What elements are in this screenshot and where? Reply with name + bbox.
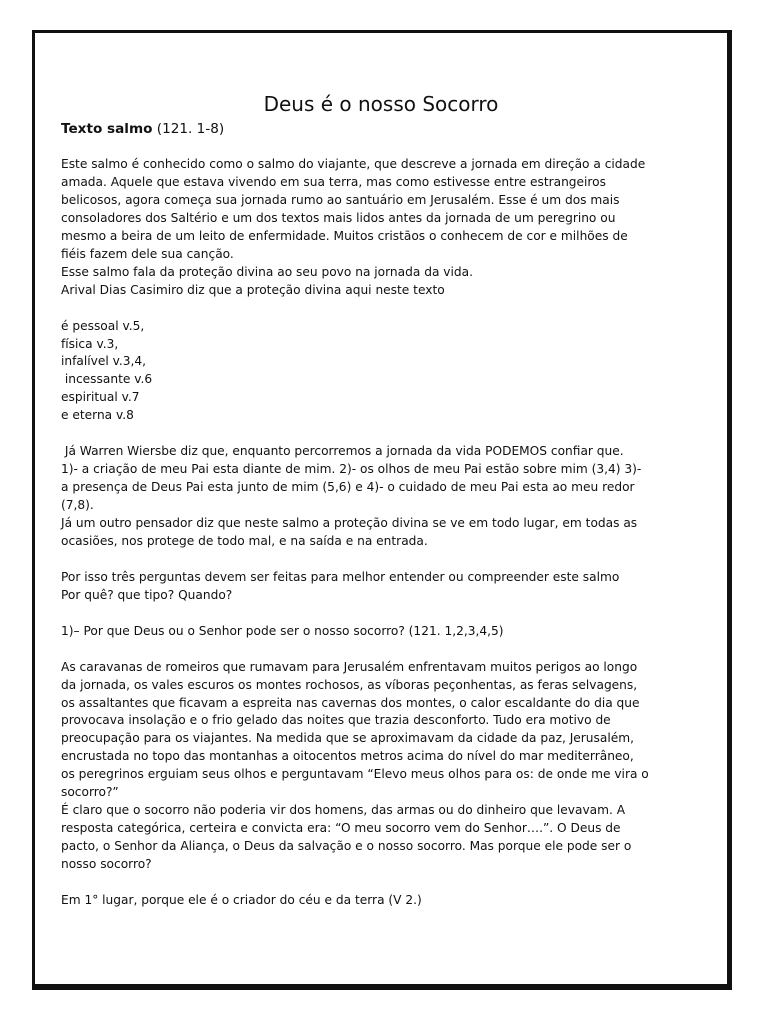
- text-line: a presença de Deus Pai esta junto de mim (5,6) e 4)- o cuidado de meu Pai esta ao meu redor: [61, 480, 635, 495]
- text-line: provocava insolação e o frio gelado das noites que trazia desconforto. Tudo era motivo de: [61, 713, 611, 728]
- text-line: é pessoal v.5,: [61, 318, 145, 333]
- document-body: [61, 156, 701, 910]
- text-line: os assaltantes que ficavam a espreita nas cavernas dos montes, o calor escaldante do dia que: [61, 695, 640, 710]
- text-line: infalível v.3,4,: [61, 354, 147, 369]
- text-line: Em 1° lugar, porque ele é o criador do céu e da terra (V 2.): [61, 892, 422, 907]
- blank-line: [61, 551, 701, 569]
- text-line: Este salmo é conhecido como o salmo do viajante, que descreve a jornada em direção a cidade: [61, 157, 646, 171]
- text-line: encrustada no topo das montanhas a oitocentos metros acima do nível do mar mediterrâneo,: [61, 749, 634, 764]
- blank-line: [61, 300, 701, 318]
- text-line: As caravanas de romeiros que rumavam para Jerusalém enfrentavam muitos perigos ao longo: [61, 659, 638, 674]
- text-line: 1)– Por que Deus ou o Senhor pode ser o nosso socorro? (121. 1,2,3,4,5): [61, 623, 504, 638]
- text-line: mesmo a beira de um leito de enfermidade. Muitos cristãos o conhecem de cor e milhões de: [61, 228, 628, 243]
- text-line: ocasiões, nos protege de todo mal, e na saída e na entrada.: [61, 533, 428, 548]
- text-line: Já um outro pensador diz que neste salmo a proteção divina se ve em todo lugar, em todas as: [61, 516, 638, 531]
- text-line: da jornada, os vales escuros os montes rochosos, as víboras peçonhentas, as feras selvagens,: [61, 677, 638, 692]
- scripture-reference-verses: (121. 1-8): [152, 121, 225, 137]
- text-line: nosso socorro?: [61, 857, 152, 872]
- text-line: preocupação para os viajantes. Na medida que se aproximavam da cidade da paz, Jerusalém,: [61, 731, 634, 746]
- scripture-reference: [61, 120, 224, 138]
- text-line: amada. Aquele que estava vivendo em sua terra, mas como estivesse entre estrangeiros: [61, 174, 606, 189]
- text-line: Por isso três perguntas devem ser feitas para melhor entender ou compreender este salmo: [61, 569, 620, 584]
- text-line: fiéis fazem dele sua canção.: [61, 246, 234, 261]
- blank-line: [61, 425, 701, 443]
- text-line: os peregrinos erguiam seus olhos e perguntavam “Elevo meus olhos para os: de onde me vira o: [61, 767, 649, 782]
- text-line: Esse salmo fala da proteção divina ao seu povo na jornada da vida.: [61, 264, 473, 279]
- text-line: Já Warren Wiersbe diz que, enquanto percorremos a jornada da vida PODEMOS confiar que.: [61, 444, 624, 459]
- blank-line: [61, 641, 701, 659]
- text-line: física v.3,: [61, 336, 119, 351]
- text-line: incessante v.6: [61, 372, 153, 387]
- text-line: 1)- a criação de meu Pai esta diante de mim. 2)- os olhos de meu Pai estão sobre mim (3,4) 3)-: [61, 462, 642, 477]
- scripture-reference-label: Texto salmo: [61, 121, 153, 137]
- document-title: Deus é o nosso Socorro: [263, 92, 499, 116]
- text-line: É claro que o socorro não poderia vir dos homens, das armas ou do dinheiro que levavam. A: [61, 803, 626, 818]
- blank-line: [61, 874, 701, 892]
- text-line: socorro?”: [61, 785, 119, 800]
- text-line: belicosos, agora começa sua jornada rumo ao santuário em Jerusalém. Esse é um dos mais: [61, 192, 620, 207]
- text-line: consoladores dos Saltério e um dos textos mais lidos antes da jornada de um peregrino ou: [61, 210, 616, 225]
- blank-line: [61, 605, 701, 623]
- text-line: espiritual v.7: [61, 390, 140, 405]
- text-line: Arival Dias Casimiro diz que a proteção divina aqui neste texto: [61, 282, 445, 297]
- text-line: e eterna v.8: [61, 408, 134, 423]
- text-line: resposta categórica, certeira e convicta era: “O meu socorro vem do Senhor….”. O Deus de: [61, 821, 621, 836]
- text-line: Por quê? que tipo? Quando?: [61, 587, 233, 602]
- text-line: pacto, o Senhor da Aliança, o Deus da salvação e o nosso socorro. Mas porque ele pode ser o: [61, 839, 632, 854]
- text-line: (7,8).: [61, 498, 94, 513]
